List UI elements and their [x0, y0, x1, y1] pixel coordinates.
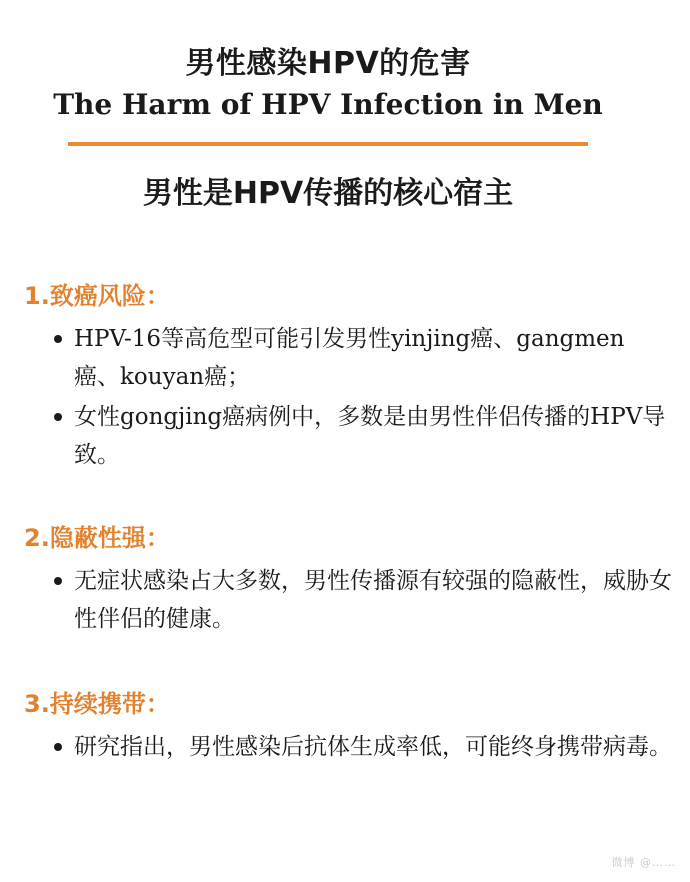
section-concealment — [24, 520, 674, 640]
title-divider — [68, 142, 588, 146]
bullet-icon — [54, 743, 62, 751]
list-item-text: 研究指出，男性感染后抗体生成率低，可能终身携带病毒。 — [74, 734, 672, 760]
list-item-text: 女性gongjing癌病例中，多数是由男性伴侣传播的HPV导致。 — [74, 404, 666, 468]
watermark: 微博 @…… — [611, 856, 676, 869]
bullet-list — [24, 562, 674, 638]
bullet-icon — [54, 413, 62, 421]
list-item — [24, 562, 674, 638]
section-carcinogenic-risk — [24, 278, 674, 476]
list-item — [24, 398, 674, 474]
page-title: 男性感染HPV的危害 — [185, 46, 471, 81]
list-item — [24, 728, 674, 766]
list-item-text: 无症状感染占大多数，男性传播源有较强的隐蔽性，威胁女性伴侣的健康。 — [74, 568, 672, 632]
bullet-icon — [54, 577, 62, 585]
bullet-list — [24, 320, 674, 474]
bullet-icon — [54, 335, 62, 343]
section-heading: 3.持续携带： — [24, 690, 170, 718]
bullet-list — [24, 728, 674, 766]
section-persistent-carriage — [24, 686, 674, 768]
page-subtitle: 男性是HPV传播的核心宿主 — [142, 176, 514, 211]
section-heading: 2.隐蔽性强： — [24, 524, 170, 552]
list-item-text: HPV-16等高危型可能引发男性yinjing癌、gangmen 癌、kouyan癌； — [74, 326, 625, 390]
section-heading: 1.致癌风险： — [24, 282, 170, 310]
page-title-english: The Harm of HPV Infection in Men — [53, 88, 603, 121]
list-item — [24, 320, 674, 396]
